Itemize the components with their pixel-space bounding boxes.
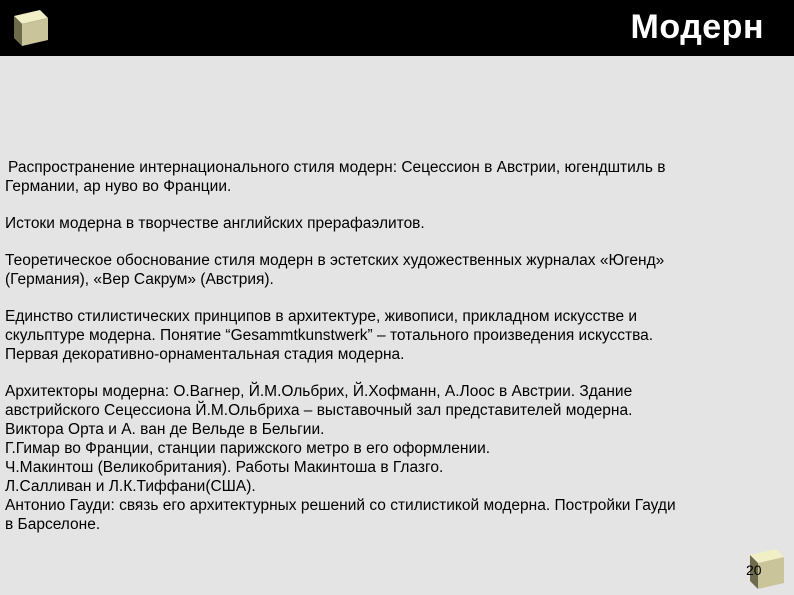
page-number: 20 xyxy=(746,562,762,578)
text-line: австрийского Сецессиона Й.М.Ольбриха – выставочный зал представителей модерна. xyxy=(5,402,633,419)
text-line: Архитекторы модерна: О.Вагнер, Й.М.Ольбрих, Й.Хофманн, А.Лоос в Австрии. Здание xyxy=(5,383,633,400)
text-line: (Германия), «Вер Сакрум» (Австрия). xyxy=(5,271,274,288)
text-line: скульптуре модерна. Понятие “Gesammtkunstwerk” – тотального произведения искусства. xyxy=(5,327,654,344)
text-line: Г.Гимар во Франции, станции парижского метро в его оформлении. xyxy=(5,440,491,457)
text-line: Первая декоративно-орнаментальная стадия модерна. xyxy=(5,346,405,363)
paragraph xyxy=(5,307,791,364)
title-bar xyxy=(0,0,794,56)
slide-title: Модерн xyxy=(630,8,764,46)
paragraph xyxy=(5,382,791,534)
text-line: Ч.Макинтош (Великобритания). Работы Макинтоша в Глазго. xyxy=(5,459,444,476)
paragraph xyxy=(5,251,791,289)
cube-icon xyxy=(10,6,52,48)
text-line: Единство стилистических принципов в архитектуре, живописи, прикладном искусстве и xyxy=(5,308,638,325)
text-line: Истоки модерна в творчестве английских прерафаэлитов. xyxy=(5,215,425,232)
text-line: Виктора Орта и А. ван де Вельде в Бельгии. xyxy=(5,421,325,438)
text-line: Антонио Гауди: связь его архитектурных решений со стилистикой модерна. Постройки Гауди xyxy=(5,497,676,514)
text-line: Германии, ар нуво во Франции. xyxy=(5,178,232,195)
paragraph xyxy=(5,214,791,233)
text-line: Л.Салливан и Л.К.Тиффани(США). xyxy=(5,478,256,495)
text-line: Распространение интернационального стиля модерн: Сецессион в Австрии, югендштиль в xyxy=(8,159,666,176)
text-line: в Барселоне. xyxy=(5,516,101,533)
slide-body xyxy=(5,158,791,552)
text-line: Теоретическое обоснование стиля модерн в эстетских художественных журналах «Югенд» xyxy=(5,252,665,269)
paragraph xyxy=(5,158,791,196)
